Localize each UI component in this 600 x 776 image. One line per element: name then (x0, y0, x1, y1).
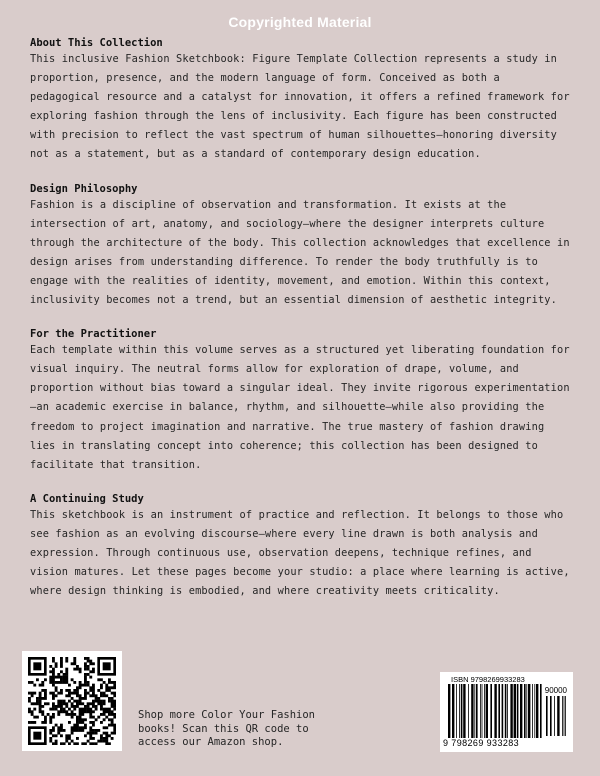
copyright-watermark: Copyrighted Material (228, 14, 372, 30)
section-design-philosophy (30, 183, 575, 311)
barcode-bars-icon (448, 684, 544, 742)
section-continuing-study (30, 493, 575, 601)
section-body: This sketchbook is an instrument of practice and reflection. It belongs to those who see fashion as an evolving discourse—where every line drawn is both analysis and expression. Through continuous use, observation deepens, technique refines, and vision matures. Let these pages become your studio: a place where learning is active, where design thinking is embodied, and where creativity meets criticality. (30, 508, 570, 598)
section-heading: A Continuing Study (30, 492, 144, 505)
section-body: Each template within this volume serves as a structured yet liberating foundation for visual inquiry. The neutral forms allow for exploration of drape, volume, and proportion without bias toward a singular ideal. They invite rigorous experimentation—an academic exercise in balance, rhythm, and silhouette—while also providing the freedom to project imagination and narrative. The true mastery of fashion drawing lies in translating concept into coherence; this collection has been designed to facilitate that transition. (30, 344, 570, 471)
isbn-label: ISBN 9798269933283 (451, 675, 525, 684)
qr-caption: Shop more Color Your Fashion books! Scan this QR code to access our Amazon shop. (138, 709, 316, 749)
qr-code[interactable] (22, 651, 122, 751)
isbn-barcode (440, 672, 573, 752)
section-heading: Design Philosophy (30, 182, 138, 195)
section-heading: About This Collection (30, 37, 163, 49)
addon-barcode-bars-icon (546, 696, 568, 736)
section-heading: For the Practitioner (30, 328, 157, 341)
section-body: Fashion is a discipline of observation and transformation. It exists at the intersection of art, anatomy, and sociology—where the designer interprets culture through the architecture of the body. This collection acknowledges that excellence in design arises from understanding difference. To render the body truthfully is to engage with the realities of identity, movement, and emotion. Within this context, inclusivity becomes not a trend, but an essential dimension of aesthetic integrity. (30, 198, 570, 307)
price-code: 90000 (544, 686, 567, 695)
section-practitioner (30, 328, 575, 475)
isbn-digits: 9 798269 933283 (443, 738, 520, 748)
section-about (30, 37, 575, 165)
qr-code-icon (28, 657, 116, 745)
section-body: This inclusive Fashion Sketchbook: Figure Template Collection represents a study in proportion, presence, and the modern language of form. Conceived as both a pedagogical resource and a catalyst for innovation, it offers a refined framework for exploring fashion through the lens of inclusivity. Each figure has been constructed with precision to reflect the vast spectrum of human silhouettes—honoring diversity not as a statement, but as a standard of contemporary design education. (30, 53, 570, 161)
back-cover-text (30, 37, 575, 619)
